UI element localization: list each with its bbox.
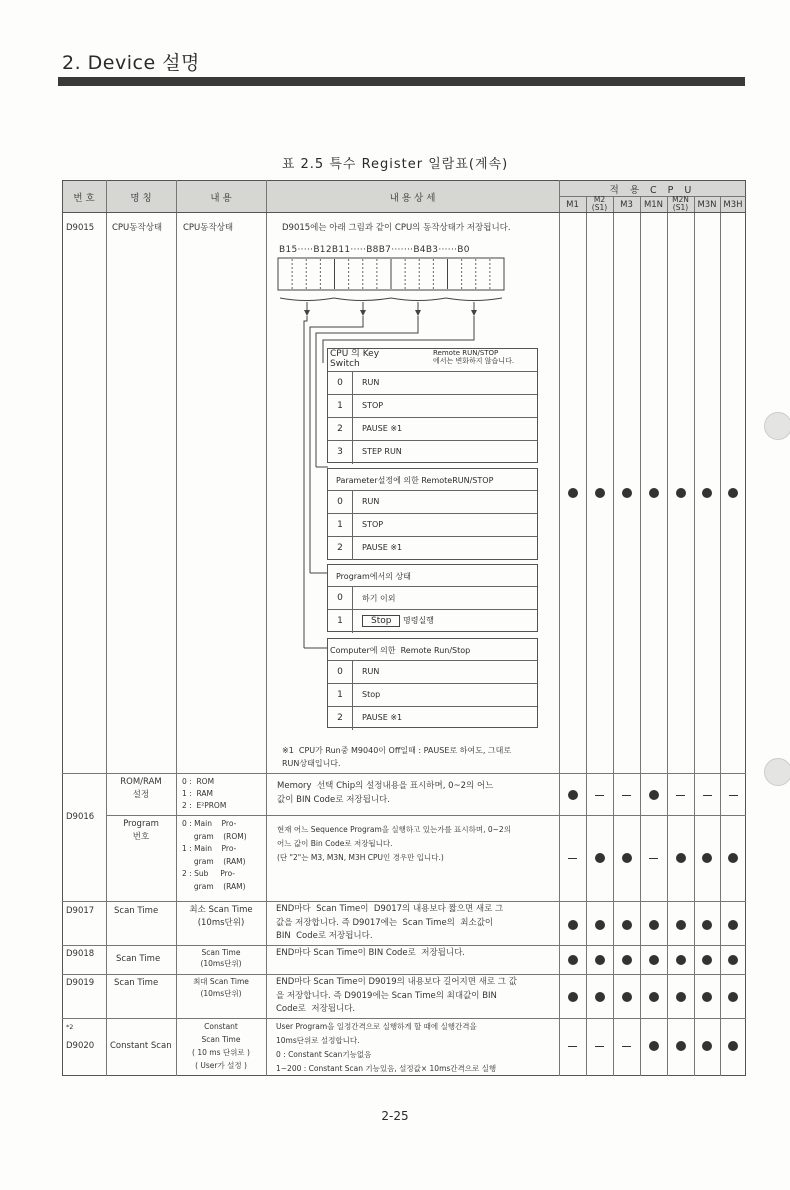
row-divider: [352, 372, 353, 395]
row-label: RUN: [362, 667, 380, 676]
box4-row: [328, 706, 537, 730]
d9018-applicable-dot: [595, 955, 605, 965]
d9016-program-applicable-dot: [595, 853, 605, 863]
d9015-applicable-dot: [676, 488, 686, 498]
d9016-rom-detail: Memory 선택 Chip의 설정내용을 표시하며, 0~2의 어느 값이 BIN Code로 저장됩니다.: [277, 781, 494, 805]
row-divider: [352, 441, 353, 464]
binder-hole-bottom: [764, 758, 790, 786]
d9017-detail: END마다 Scan Time이 D9017의 내용보다 짧으면 새로 그 값을 저장합니다. 즉 D9017에는 Scan Time의 최소값이 BIN Code로 저장됩니다.: [276, 904, 504, 941]
d9015-applicable-dot: [595, 488, 605, 498]
header-bar: [58, 77, 745, 86]
cpu-col-1: M2 (S1): [591, 195, 608, 212]
row-divider: [352, 491, 353, 514]
cpu-col-5: M3N: [697, 200, 717, 210]
row-divider: [352, 395, 353, 418]
d9016-rom-not-applicable-dash: [676, 795, 685, 796]
col-name: 명 칭: [130, 193, 152, 204]
d9015-applicable-dot: [702, 488, 712, 498]
d9019-applicable-dot: [676, 992, 686, 1002]
key-switch-title: CPU 의 Key Switch: [330, 349, 380, 369]
cpu-col-3: M1N: [643, 200, 664, 210]
box4-row: [328, 660, 537, 684]
d9016-rom-name: ROM/RAM 설정: [120, 777, 162, 800]
row-value: 0: [337, 666, 343, 677]
d9015-applicable-dot: [568, 488, 578, 498]
d9017-applicable-dot: [622, 920, 632, 930]
row-label: STOP: [362, 401, 384, 410]
d9016-rom-not-applicable-dash: [703, 795, 712, 796]
d9016-rom-not-applicable-dash: [729, 795, 738, 796]
row-label: [362, 615, 434, 627]
d9018-content: Scan Time (10ms단위): [200, 948, 242, 968]
stop-instruction: Stop: [362, 615, 400, 627]
d9020-detail: User Program을 일정간격으로 실행하게 할 때에 실행간격을 10ms단위로 설정합니다. 0 : Constant Scan기능없음 1~200 : Constant Scan 기능있음, 설정값× 10ms간격으로 실행: [276, 1022, 497, 1073]
d9016-program-applicable-dot: [676, 853, 686, 863]
d9015-name: CPU동작상태: [112, 223, 163, 233]
row-value: 1: [337, 689, 343, 700]
d9019-applicable-dot: [649, 992, 659, 1002]
col-detail: 내 용 상 세: [389, 193, 436, 204]
d9016-program-applicable-dot: [622, 853, 632, 863]
row-value: 0: [337, 377, 343, 388]
d9015-description: D9015에는 아래 그림과 같이 CPU의 동작상태가 저장됩니다.: [282, 223, 511, 233]
section-title: 2. Device 설명: [62, 52, 200, 74]
d9015-number: D9015: [66, 223, 95, 233]
row-value: 0: [337, 592, 343, 603]
d9019-name: Scan Time: [114, 978, 159, 988]
row-divider: [352, 514, 353, 537]
d9017-number: D9017: [66, 906, 95, 916]
d9016-program-applicable-dot: [728, 853, 738, 863]
d9017-applicable-dot: [676, 920, 686, 930]
d9017-applicable-dot: [595, 920, 605, 930]
col-content: 내 용: [210, 193, 232, 204]
d9020-number: D9020: [66, 1041, 95, 1051]
computer-box: [327, 638, 538, 728]
row-divider: [352, 684, 353, 707]
box2-row: [328, 513, 537, 537]
row-divider: [352, 610, 353, 633]
d9020-applicable-dot: [702, 1041, 712, 1051]
d9015-applicable-dot: [622, 488, 632, 498]
d9016-number: D9016: [66, 812, 95, 822]
d9016-program-name: Program 번호: [123, 819, 159, 842]
d9016-program-detail: 현재 어느 Sequence Program을 실행하고 있는가를 표시하며, 0~2의 어느 값이 Bin Code로 저장됩니다. (단 "2"는 M3, M3N, M3H CPU인 경우만 입니다.): [277, 825, 511, 862]
parameter-box-title: Parameter설정에 의한 RemoteRUN/STOP: [336, 476, 494, 485]
d9020-applicable-dot: [649, 1041, 659, 1051]
row-value: 1: [337, 519, 343, 530]
d9020-applicable-dot: [728, 1041, 738, 1051]
d9017-applicable-dot: [568, 920, 578, 930]
row-label: PAUSE ※1: [362, 424, 403, 433]
row-label: PAUSE ※1: [362, 713, 403, 722]
d9019-applicable-dot: [568, 992, 578, 1002]
row-label: STOP: [362, 520, 384, 529]
cpu-col-2: M3: [620, 200, 633, 210]
d9017-applicable-dot: [728, 920, 738, 930]
d9016-program-content: 0 : Main Pro- gram (ROM) 1 : Main Pro- gram (RAM) 2 : Sub Pro- gram (RAM): [182, 819, 247, 891]
row-label: 하기 이외: [362, 594, 396, 603]
row-value: 3: [337, 446, 343, 457]
row-divider: [352, 707, 353, 730]
d9018-name: Scan Time: [116, 954, 161, 964]
box1-row: [328, 440, 537, 464]
cpu-col-4: M2N (S1): [672, 195, 689, 212]
d9019-applicable-dot: [622, 992, 632, 1002]
row-divider: [352, 418, 353, 441]
bit-labels: B15·····B12B11·····B8B7·······B4B3······B0: [279, 245, 470, 255]
row-value: 0: [337, 496, 343, 507]
col-cpu-group: 적 용 C P U: [609, 185, 696, 196]
d9019-applicable-dot: [702, 992, 712, 1002]
d9020-mark: *2: [66, 1023, 74, 1031]
parameter-box: [327, 468, 538, 560]
d9016-program-not-applicable-dash: [568, 858, 577, 859]
d9018-applicable-dot: [676, 955, 686, 965]
cpu-col-6: M3H: [723, 200, 743, 210]
box2-row: [328, 490, 537, 514]
d9019-applicable-dot: [728, 992, 738, 1002]
row-label: RUN: [362, 497, 380, 506]
box3-row: [328, 609, 537, 633]
row-label: RUN: [362, 378, 380, 387]
d9015-applicable-dot: [728, 488, 738, 498]
box1-row: [328, 371, 537, 395]
row-value: 1: [337, 615, 343, 626]
key-switch-note: Remote RUN/STOP 에서는 변화하지 않습니다.: [433, 349, 515, 365]
d9017-applicable-dot: [649, 920, 659, 930]
d9019-applicable-dot: [595, 992, 605, 1002]
box1-row: [328, 394, 537, 418]
d9018-detail: END마다 Scan Time이 BIN Code로 저장됩니다.: [276, 948, 466, 958]
row-divider: [352, 537, 353, 560]
d9019-number: D9019: [66, 978, 95, 988]
d9020-content: Constant Scan Time ( 10 ms 단위로 ) ( User가 설정 ): [192, 1022, 250, 1070]
d9015-footnote: ※1 CPU가 Run중 M9040이 Off일때 : PAUSE로 하여도, 그대로 RUN상태입니다.: [282, 746, 512, 768]
program-state-title: Program에서의 상태: [336, 572, 411, 581]
computer-box-title: Computer에 의한 Remote Run/Stop: [330, 646, 471, 655]
d9018-applicable-dot: [622, 955, 632, 965]
d9017-name: Scan Time: [114, 906, 159, 916]
d9019-content: 최대 Scan Time (10ms단위): [193, 977, 249, 998]
d9016-program-applicable-dot: [702, 853, 712, 863]
row-label: PAUSE ※1: [362, 543, 403, 552]
box4-row: [328, 683, 537, 707]
d9016-rom-content: 0 : ROM 1 : RAM 2 : E²PROM: [182, 777, 227, 810]
d9020-not-applicable-dash: [568, 1046, 577, 1047]
d9018-applicable-dot: [649, 955, 659, 965]
d9016-rom-not-applicable-dash: [595, 795, 604, 796]
cpu-col-0: M1: [566, 200, 579, 210]
box3-row: [328, 586, 537, 610]
d9016-rom-applicable-dot: [649, 790, 659, 800]
d9015-applicable-dot: [649, 488, 659, 498]
d9020-applicable-dot: [676, 1041, 686, 1051]
row-value: 1: [337, 400, 343, 411]
d9016-rom-not-applicable-dash: [622, 795, 631, 796]
d9020-not-applicable-dash: [595, 1046, 604, 1047]
d9020-name: Constant Scan: [110, 1041, 172, 1051]
d9017-content: 최소 Scan Time (10ms단위): [189, 905, 253, 928]
box2-row: [328, 536, 537, 560]
d9016-program-not-applicable-dash: [649, 858, 658, 859]
row-label: STEP RUN: [362, 447, 402, 456]
page-number: 2-25: [381, 1109, 409, 1123]
d9018-applicable-dot: [568, 955, 578, 965]
table-title: 표 2.5 특수 Register 일람표(계속): [281, 157, 509, 172]
row-value: 2: [337, 423, 343, 434]
d9020-not-applicable-dash: [622, 1046, 631, 1047]
program-state-box: [327, 564, 538, 632]
d9018-applicable-dot: [702, 955, 712, 965]
d9018-applicable-dot: [728, 955, 738, 965]
col-number: 번 호: [73, 193, 95, 204]
d9015-content: CPU동작상태: [183, 223, 234, 233]
row-divider: [352, 661, 353, 684]
row-value: 2: [337, 542, 343, 553]
row-value: 2: [337, 712, 343, 723]
d9019-detail: END마다 Scan Time이 D9019의 내용보다 길어지면 새로 그 값 을 저장합니다. 즉 D9019에는 Scan Time의 최대값이 BIN Code로 저장됩니다.: [276, 977, 517, 1014]
d9017-applicable-dot: [702, 920, 712, 930]
binder-hole-top: [764, 412, 790, 440]
box1-row: [328, 417, 537, 441]
d9016-rom-applicable-dot: [568, 790, 578, 800]
d9018-number: D9018: [66, 949, 95, 959]
row-label: Stop: [362, 690, 381, 699]
row-label-suffix: 명령실행: [400, 615, 434, 625]
key-switch-box: [327, 348, 538, 463]
row-divider: [352, 587, 353, 610]
